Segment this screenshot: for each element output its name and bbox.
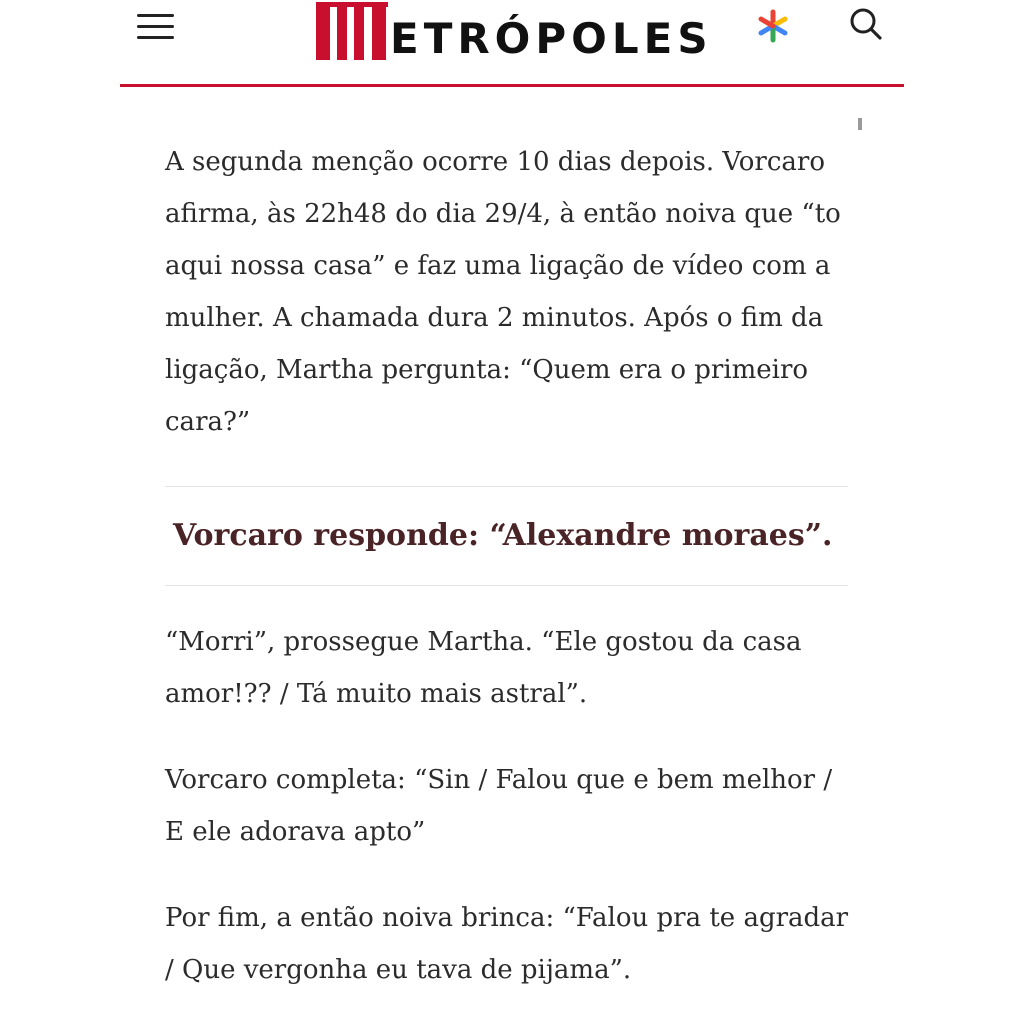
pull-quote-block [165, 487, 855, 585]
pull-quote: Vorcaro responde: “Alexandre moraes”. [173, 518, 833, 553]
article-paragraph: Vorcaro completa: “Sin / Falou que e bem melhor / E ele adorava apto” [165, 765, 833, 847]
multicolor-asterisk-icon[interactable] [756, 9, 790, 43]
article-paragraph: A segunda menção ocorre 10 dias depois. Vorcaro afirma, às 22h48 do dia 29/4, à então noiva que “to aqui nossa casa” e faz uma ligação de vídeo com a mulher. A chamada dura 2 minutos. Após o fim da ligação, Martha pergunta: “Quem era o primeiro cara?” [165, 147, 841, 437]
site-logo[interactable] [316, 0, 713, 62]
site-header [0, 0, 1024, 90]
search-icon[interactable] [848, 6, 884, 42]
header-divider [120, 84, 904, 87]
article-paragraph: Por fim, a então noiva brinca: “Falou pra te agradar / Que vergonha eu tava de pijama”. [165, 903, 849, 985]
article-body [165, 136, 855, 996]
hamburger-menu-icon[interactable] [137, 12, 175, 42]
scrollbar-thumb[interactable] [858, 118, 862, 130]
logo-m-mark [316, 0, 388, 62]
article-paragraph: “Morri”, prossegue Martha. “Ele gostou da casa amor!?? / Tá muito mais astral”. [165, 627, 802, 709]
logo-text: ETRÓPOLES [390, 14, 713, 63]
